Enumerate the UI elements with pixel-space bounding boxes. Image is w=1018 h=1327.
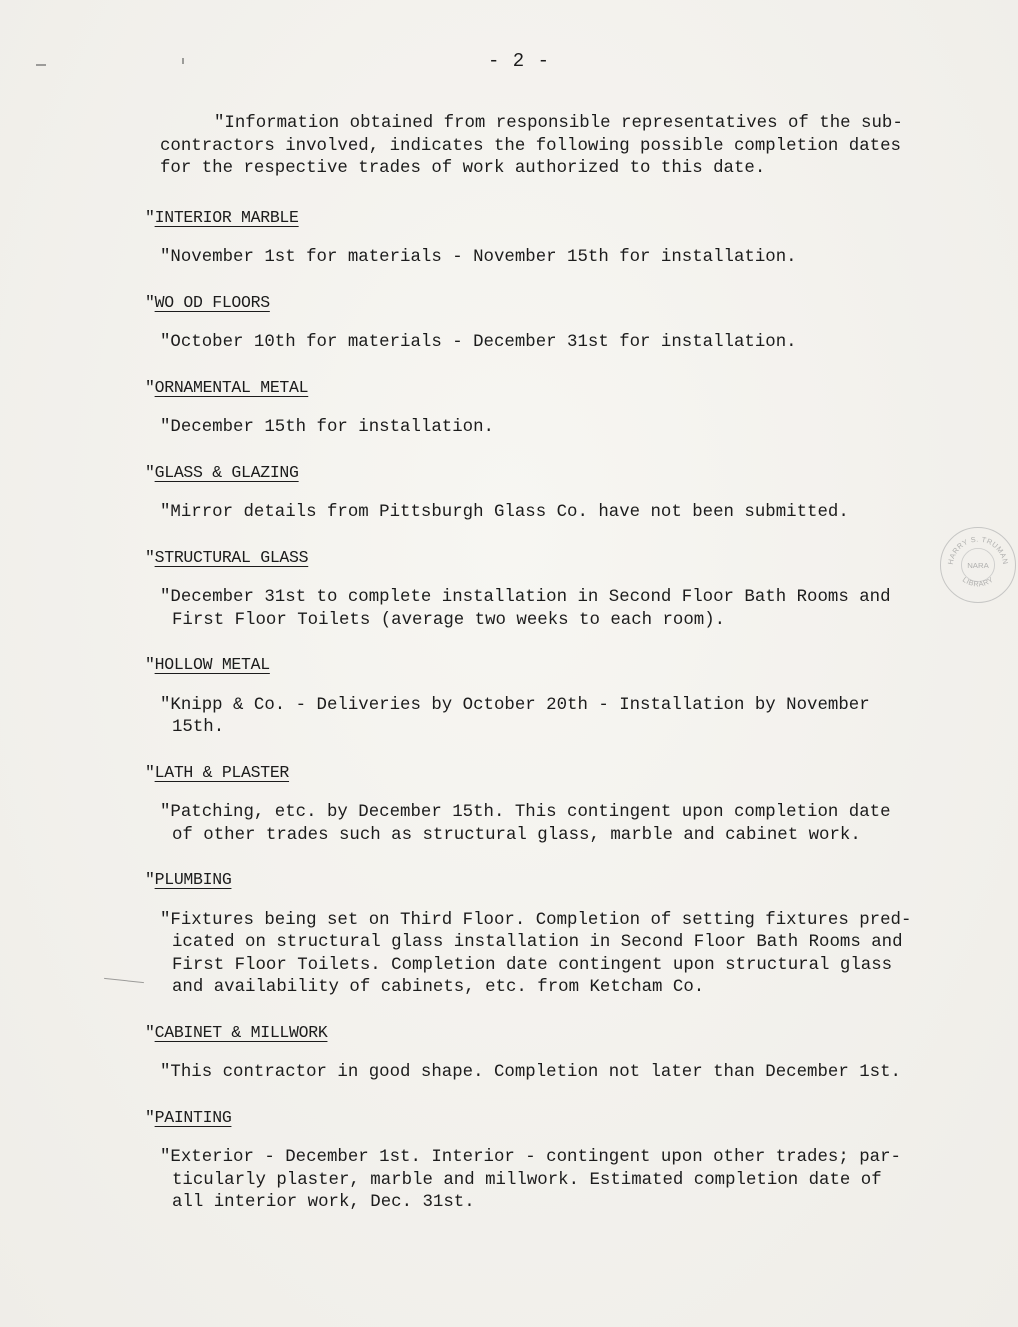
section-heading: "INTERIOR MARBLE — [145, 207, 299, 227]
section-text: "December 31st to complete installation in Second Floor Bath Rooms and First Floor Toilets (average two weeks to each room). — [160, 588, 891, 630]
section-plumbing — [145, 869, 940, 1000]
library-stamp-seal — [941, 528, 1015, 602]
section-text: "October 10th for materials - December 31st for installation. — [160, 333, 797, 352]
section-painting — [145, 1107, 940, 1215]
section-text: "December 15th for installation. — [160, 418, 494, 437]
stamp-center-text: NARA — [967, 560, 989, 570]
section-text: "Knipp & Co. - Deliveries by October 20th - Installation by November 15th. — [160, 695, 870, 737]
section-heading: "STRUCTURAL GLASS — [145, 547, 309, 567]
stamp-top-text: HARRY S. TRUMAN — [945, 534, 1011, 566]
section-text: "Exterior - December 1st. Interior - contingent upon other trades; par- ticularly plaster, marble and millwork. Estimated completion date of all interior work, Dec. 31st. — [160, 1148, 901, 1212]
section-heading: "LATH & PLASTER — [145, 762, 290, 782]
section-ornamental-metal — [145, 377, 940, 440]
section-heading: "CABINET & MILLWORK — [145, 1022, 328, 1042]
section-text: "Fixtures being set on Third Floor. Completion of setting fixtures pred- icated on structural glass installation in Second Floor Bath Rooms and First Floor Toilets. Completion date contingent upon structural glass and availability of cabinets, etc. from Ketcham Co. — [160, 910, 912, 997]
section-text: "Mirror details from Pittsburgh Glass Co. have not been submitted. — [160, 503, 849, 522]
svg-text:LIBRARY — [961, 575, 995, 589]
section-structural-glass — [145, 547, 940, 633]
section-text: "November 1st for materials - November 15th for installation. — [160, 248, 797, 267]
section-wood-floors — [145, 292, 940, 355]
page-number: - 2 - — [487, 50, 550, 72]
section-text: "This contractor in good shape. Completion not later than December 1st. — [160, 1063, 901, 1082]
stamp-bottom-text: LIBRARY — [960, 574, 996, 589]
section-lath-plaster — [145, 762, 940, 848]
section-heading: "PAINTING — [145, 1107, 232, 1127]
section-glass-glazing — [145, 462, 940, 525]
section-heading: "GLASS & GLAZING — [145, 462, 299, 482]
section-interior-marble — [145, 207, 940, 270]
section-heading: "ORNAMENTAL METAL — [145, 377, 309, 397]
section-text: "Patching, etc. by December 15th. This contingent upon completion date of other trades such as structural glass, marble and cabinet work. — [160, 803, 891, 845]
scan-mark — [104, 978, 144, 983]
section-cabinet-millwork — [145, 1022, 940, 1085]
library-stamp — [940, 527, 1016, 603]
section-heading: "HOLLOW METAL — [145, 655, 270, 674]
intro-paragraph: "Information obtained from responsible representatives of the sub- contractors involved, indicates the following possible completion dates for the respective trades of work authorized to this date. — [160, 114, 903, 178]
section-heading: "WO OD FLOORS — [145, 292, 270, 312]
memo-body — [145, 113, 940, 1215]
section-heading: "PLUMBING — [145, 870, 232, 889]
section-hollow-metal — [145, 654, 940, 740]
